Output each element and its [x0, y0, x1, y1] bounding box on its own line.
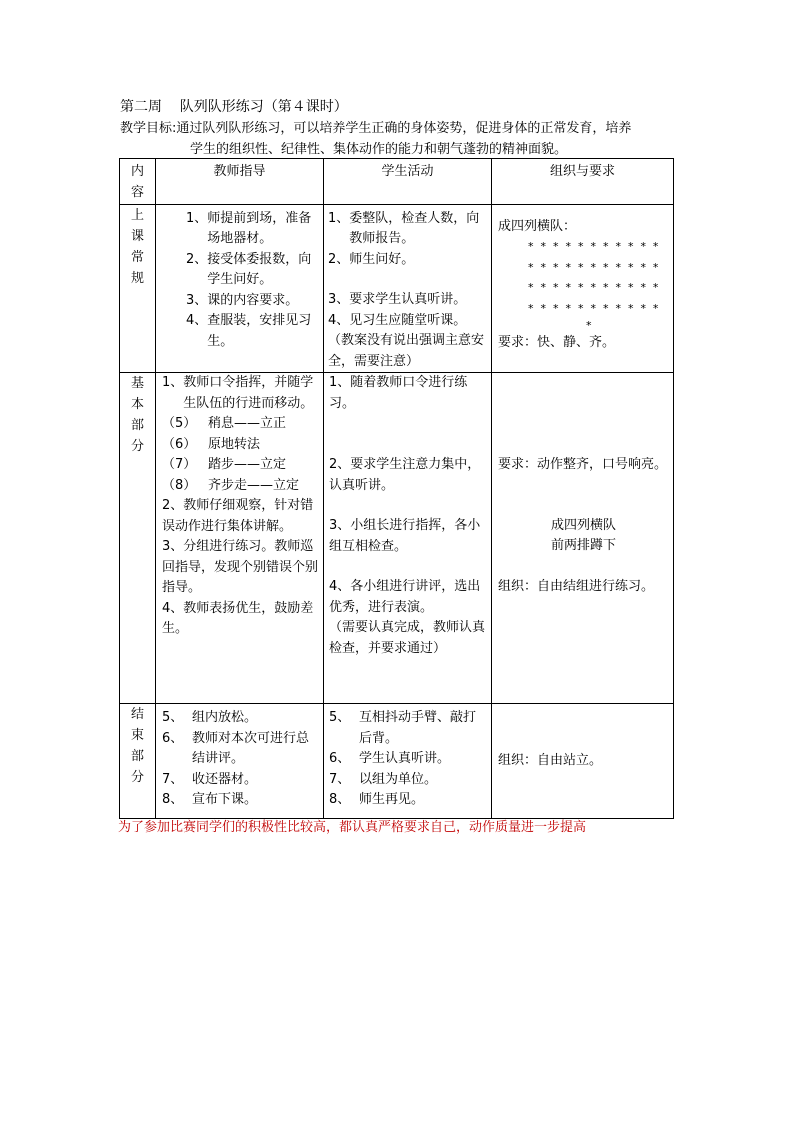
list-item: （7） 踏步——立定 [162, 457, 287, 472]
table-row [120, 704, 674, 819]
org-cell [492, 204, 674, 373]
student-cell [324, 373, 492, 704]
list-item: 4、 见习生应随堂听课。 [328, 312, 467, 328]
list-item: 1、 委整队，检查人数，向教师报告。 [328, 210, 480, 246]
section-name: 基本部分 [120, 373, 156, 704]
header-content: 内容 [120, 159, 156, 205]
star-row: * * * * * * * * * * * [528, 260, 659, 274]
formation-heading: 成四列横队： [498, 218, 577, 234]
section-name: 上课常规 [120, 204, 156, 373]
list-item: 8、 宣布下课。 [162, 792, 258, 807]
list-item: 8、 师生再见。 [329, 792, 425, 807]
list-item: 7、 以组为单位。 [329, 771, 438, 787]
student-note: （教案没有说出强调主意安全，需要注意） [328, 333, 485, 369]
footer-note: 为了参加比赛同学们的积极性比较高，都认真严格要求自己，动作质量进一步提高 [118, 820, 587, 835]
objective-line2: 学生的组织性、纪律性、集体动作的能力和朝气蓬勃的精神面貌。 [190, 142, 568, 157]
organization-text: 组织：自由结组进行练习。 [498, 578, 655, 594]
objective-label: 教学目标: [120, 121, 177, 136]
formation-text: 前两排蹲下 [550, 538, 616, 553]
teacher-cell [156, 704, 324, 819]
header-teacher: 教师指导 [156, 159, 324, 205]
list-item: （8） 齐步走——立定 [162, 477, 300, 493]
organization-text: 组织：自由站立。 [498, 752, 603, 768]
org-cell [492, 704, 674, 819]
student-cell [324, 204, 492, 373]
list-item: 4、各小组进行讲评，选出优秀，进行表演。 [329, 579, 481, 615]
objective-line1: 通过队列队形练习，可以培养学生正确的身体姿势，促进身体的正常发育，培养 [176, 121, 632, 136]
teacher-cell [156, 373, 324, 704]
student-note: （需要认真完成，教师认真检查，并要求通过） [329, 620, 486, 656]
list-item: 5、 组内放松。 [162, 710, 258, 725]
list-item: 2、 师生问好。 [328, 251, 415, 267]
table-row [120, 204, 674, 373]
list-item: （6） 原地转法 [162, 436, 261, 452]
teacher-cell [156, 204, 324, 373]
table-header-row [120, 159, 674, 205]
list-item: 3、分组进行练习。教师巡回指导，发现个别错误个别指导。 [162, 539, 319, 595]
list-item: 3、 要求学生认真听讲。 [328, 292, 467, 307]
star-row: * * * * * * * * * * * [528, 240, 659, 253]
header-org: 组织与要求 [492, 159, 674, 205]
list-item: 4、 查服装，安排见习生。 [186, 313, 312, 349]
list-item: 6、 学生认真听讲。 [329, 751, 451, 766]
list-item: 6、 教师对本次可进行总结讲评。 [162, 730, 310, 766]
star-row: * * * * * * * * * * * [528, 281, 659, 294]
list-item: 1、 师提前到场，准备场地器材。 [186, 210, 312, 246]
teaching-objective [120, 118, 680, 160]
requirement-text: 要求：快、静、齐。 [498, 335, 616, 350]
student-cell [324, 704, 492, 819]
list-item: 3、小组长进行指挥，各小组互相检查。 [329, 518, 481, 554]
requirement-text: 要求：动作整齐，口号响亮。 [498, 457, 668, 472]
list-item: 2、要求学生注意力集中，认真听讲。 [329, 457, 481, 493]
list-item: 3、 课的内容要求。 [186, 292, 299, 308]
list-item: 2、教师仔细观察，针对错误动作进行集体讲解。 [162, 498, 314, 534]
list-item: 2、 接受体委报数，向学生问好。 [186, 251, 312, 287]
list-item: （5） 稍息——立正 [162, 416, 287, 431]
list-item: 1、随着教师口令进行练习。 [329, 375, 468, 411]
lesson-plan-table [119, 158, 674, 819]
list-item: 5、 互相抖动手臂、敲打后背。 [329, 710, 477, 746]
teacher-position: * [586, 319, 592, 332]
list-item: 1、 教师口令指挥，并随学生队伍的行进而移动。 [162, 375, 314, 411]
section-name: 结束部分 [120, 704, 156, 819]
lesson-title: 第二周 队列队形练习（第４课时） [120, 99, 348, 115]
org-cell [492, 373, 674, 704]
star-row: * * * * * * * * * * * [528, 301, 659, 315]
formation-text: 成四列横队 [550, 517, 616, 533]
formation-diagram [498, 237, 669, 333]
list-item: 4、教师表扬优生，鼓励差生。 [162, 600, 314, 636]
table-row [120, 373, 674, 704]
header-student: 学生活动 [324, 159, 492, 205]
list-item: 7、 收还器材。 [162, 771, 258, 787]
